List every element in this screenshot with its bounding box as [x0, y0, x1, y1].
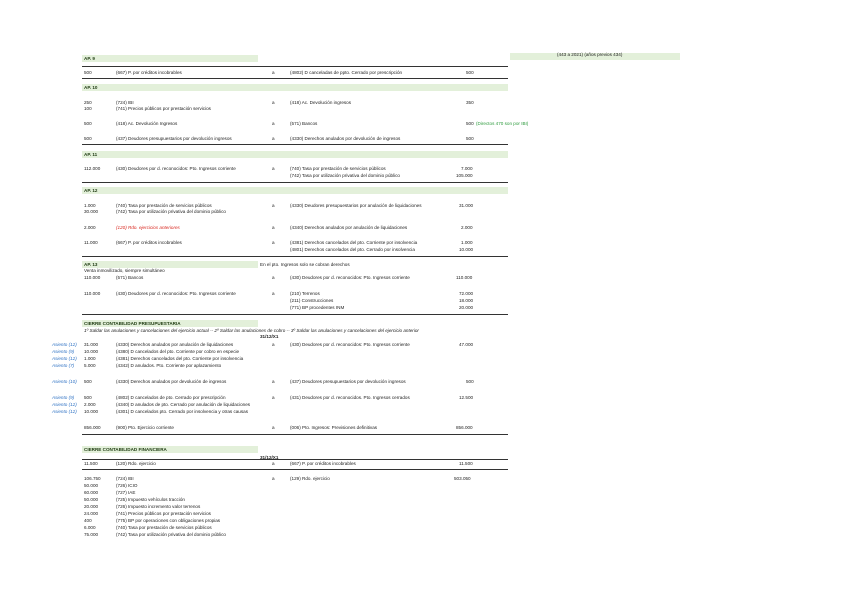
- entry-amount: 100: [84, 106, 92, 111]
- entry-debit: (4342) D anulados. Pto. Corriente por aplazamiento: [116, 363, 222, 368]
- entry-credit: (571) Bancos: [290, 121, 318, 126]
- entry-amount2: 10.000: [459, 247, 474, 252]
- asiento-ref: Asiento (12): [52, 342, 77, 347]
- entry-amount2: 31.000: [459, 203, 474, 208]
- entry-debit: (4381) Derechos cancelados del pto. Corriente por insolvencia: [116, 356, 244, 361]
- ap13-subtitle: Venta inmovilizado, siempre simultáneo: [84, 268, 165, 273]
- divider: [82, 144, 508, 145]
- asiento-ref: Asiento (7): [52, 363, 75, 368]
- entry-amount: 250: [84, 100, 92, 105]
- entry-amount: 11.000: [84, 240, 98, 245]
- entry-credit: (437) Deudores presupuestarios por devolución ingresos: [290, 379, 406, 384]
- ap9-title: AP. 9: [84, 56, 95, 61]
- entry-debit: (742) Tasa por utilización privativa del dominio público: [116, 532, 226, 537]
- entry-debit: (726) ICIO: [116, 483, 138, 488]
- entry-amount2: 18.000: [459, 298, 474, 303]
- entry-debit: (741) Precios públicos por prestación servicios: [116, 106, 211, 111]
- cierre-fin-title: CIERRE CONTABILIDAD FINANCIERA: [84, 447, 167, 452]
- entry-amount: 30.000: [84, 209, 99, 214]
- entry-a: a: [272, 203, 275, 208]
- ap9-band: [82, 55, 258, 62]
- entry-amount: 6.000: [84, 525, 96, 530]
- ap11-band: [82, 151, 508, 158]
- entry-amount: 5.000: [84, 363, 96, 368]
- entry-amount: 24.000: [84, 511, 99, 516]
- entry-credit: (4330) Derechos anulados por devolución de ingresos: [290, 136, 401, 141]
- entry-amount2: 500: [466, 379, 474, 384]
- entry-credit: (4330) Deudores presupuestarios por anulación de liquidaciones: [290, 203, 422, 208]
- entry-a: a: [272, 461, 275, 466]
- entry-amount: 20.000: [84, 504, 99, 509]
- entry-a: a: [272, 121, 275, 126]
- entry-amount2: 350: [466, 100, 474, 105]
- entry-amount2: 72.000: [459, 291, 474, 296]
- entry-a: a: [272, 476, 275, 481]
- asiento-ref: Asiento (12): [52, 356, 77, 361]
- ap12-band: [82, 187, 508, 194]
- divider: [82, 182, 508, 183]
- entry-debit: (775) BP por operaciones con obligaciones propias: [116, 518, 221, 523]
- entry-amount2: 20.000: [459, 305, 474, 310]
- entry-debit: (430) Deudores por d. reconocidos: Pto. Ingresos corriente: [116, 291, 236, 296]
- entry-credit: (4802) D canceladas de ppto. Cerrado por prescripción: [290, 70, 403, 75]
- entry-debit: (740) Tasa por prestación de servicios públicos: [116, 525, 212, 530]
- entry-debit: (4330) Derechos anulados por anulación de liquidaciones: [116, 342, 234, 347]
- ap12-title: AP. 12: [84, 188, 98, 193]
- entry-debit: (900) Pto. Ejercicio corriente: [116, 425, 174, 430]
- entry-a: a: [272, 291, 275, 296]
- entry-a: a: [272, 379, 275, 384]
- entry-debit: (667) P. por créditos incobrables: [116, 240, 182, 245]
- entry-amount2: 47.000: [459, 342, 474, 347]
- entry-credit: (211) Construcciones: [290, 298, 334, 303]
- divider: [82, 256, 508, 257]
- entry-credit: (430) Deudores por d. reconocidos: Pto. Ingresos corriente: [290, 275, 410, 280]
- entry-debit: (740) Tasa por prestación de servicios públicos: [116, 203, 212, 208]
- entry-debit: (727) IAE: [116, 490, 136, 495]
- entry-amount: 400: [84, 518, 92, 523]
- entry-amount: 1.000: [84, 356, 96, 361]
- entry-amount: 106.750: [84, 476, 101, 481]
- entry-a: a: [272, 395, 275, 400]
- entry-credit: (418) Ac. Devolución ingresos: [290, 100, 352, 105]
- entry-credit: (771) BP procedentes INM: [290, 305, 345, 310]
- entry-amount: 112.000: [84, 166, 101, 171]
- ap10-title: AP. 10: [84, 85, 98, 90]
- entry-amount: 500: [84, 379, 92, 384]
- entry-amount2: 105.000: [456, 173, 473, 178]
- entry-debit: (418) Ac. Devolución Ingresos: [116, 121, 178, 126]
- entry-credit: (129) Rdo. ejercicio: [290, 476, 330, 481]
- cierre-pres-subtitle: 1º Saldar las anulaciones y cancelaciones del ejercicio actual -- 2º Saldar las anulaciones de cobro -- 3º Saldar las anulaciones y cancelaciones del ejercicio anterior: [84, 328, 419, 333]
- entry-amount2: 500: [466, 136, 474, 141]
- ap13-title: AP. 13: [84, 262, 98, 267]
- entry-a: a: [272, 136, 275, 141]
- entry-debit: (4802) D cancelados de pto. Cerrado por prescripción: [116, 395, 226, 400]
- asiento-ref: Asiento (9): [52, 349, 75, 354]
- entry-amount: 11.500: [84, 461, 98, 466]
- entry-a: a: [272, 240, 275, 245]
- divider: [82, 66, 508, 67]
- entry-amount: 60.000: [84, 490, 99, 495]
- entry-credit: (006) Pto. Ingresos: Previsiones definitivas: [290, 425, 378, 430]
- asiento-ref: Asiento (10): [52, 379, 77, 384]
- entry-amount: 500: [84, 136, 92, 141]
- ap10-band: [82, 84, 508, 91]
- entry-debit: (724) IBI: [116, 476, 134, 481]
- entry-credit: (431) Deudores por d. reconocidos. Pto. Ingresos cerrados: [290, 395, 410, 400]
- divider: [82, 78, 508, 79]
- ap11-title: AP. 11: [84, 152, 98, 157]
- entry-amount: 2.000: [84, 225, 96, 230]
- entry-a: a: [272, 70, 275, 75]
- entry-debit: (724) IBI: [116, 100, 134, 105]
- entry-debit: (430) Deudores por d. reconocidos: Pto. Ingresos corriente: [116, 166, 236, 171]
- entry-amount: 50.000: [84, 497, 99, 502]
- entry-amount: 500: [84, 121, 92, 126]
- entry-a: a: [272, 275, 275, 280]
- divider: [82, 314, 508, 315]
- entry-amount: 50.000: [84, 483, 99, 488]
- entry-amount2: 503.050: [454, 476, 471, 481]
- entry-debit: (726) Impuesto incremento valor terrenos: [116, 504, 201, 509]
- entry-credit: (4801) Derechos cancelados del pto. Cerrado por insolvencia: [290, 247, 415, 252]
- entry-a: a: [272, 342, 275, 347]
- entry-amount2: 856.000: [456, 425, 473, 430]
- cierre-fin-date: 31/12/X1: [260, 455, 279, 460]
- entry-amount2: 11.500: [459, 461, 473, 466]
- ap13-band-note: En el pto. Ingresos solo se cobran derechos: [260, 262, 350, 267]
- entry-a: a: [272, 166, 275, 171]
- entry-note: (Directos 470 son por IBI): [476, 121, 529, 126]
- entry-a: a: [272, 225, 275, 230]
- entry-debit: (4301) D cancelados pto. Cerrado por insolvencia y otras causas: [116, 409, 249, 414]
- entry-debit: (4340) D anulados de pto. Cerrado por anulación de liquidaciones: [116, 402, 251, 407]
- top-note: (443 a 2021) (años previos 434): [557, 52, 623, 57]
- entry-debit: (4330) Derechos anulados por devolución de ingresos: [116, 379, 227, 384]
- entry-amount: 500: [84, 70, 92, 75]
- entry-credit: (430) Deudores por d. reconocidos: Pto. Ingresos corriente: [290, 342, 410, 347]
- entry-debit: (120) Rdo. ejercicios anteriores: [116, 225, 180, 230]
- divider: [82, 469, 508, 470]
- entry-amount: 856.000: [84, 425, 101, 430]
- entry-amount2: 500: [466, 70, 474, 75]
- divider: [82, 434, 508, 435]
- cierre-pres-date: 31/12/X1: [260, 334, 279, 339]
- cierre-pres-title: CIERRE CONTABILIDAD PRESUPUESTARIA: [84, 321, 181, 326]
- entry-debit: (741) Precios públicos por prestación servicios: [116, 511, 211, 516]
- asiento-ref: Asiento (12): [52, 409, 77, 414]
- entry-amount: 75.000: [84, 532, 99, 537]
- entry-credit: (742) Tasa por utilización privativa del dominio público: [290, 173, 400, 178]
- entry-credit: (4340) Derechos anulados por anulación de liquidaciones: [290, 225, 408, 230]
- entry-amount: 1.000: [84, 203, 96, 208]
- entry-debit: (667) P. por créditos incobrables: [116, 70, 182, 75]
- entry-a: a: [272, 100, 275, 105]
- entry-credit: (667) P. por créditos incobrables: [290, 461, 356, 466]
- entry-amount2: 1.000: [461, 240, 473, 245]
- entry-credit: (4381) Derechos cancelados del pto. Corriente por insolvencia: [290, 240, 418, 245]
- ap13-band: [82, 261, 258, 268]
- entry-debit: (742) Tasa por utilización privativa del dominio público: [116, 209, 226, 214]
- asiento-ref: Asiento (9): [52, 395, 75, 400]
- entry-debit: (725) Impuesto vehículos tracción: [116, 497, 185, 502]
- entry-debit: (4380) D cancelados del pto. Corriente por cobro en especie: [116, 349, 240, 354]
- entry-credit: (210) Terrenos: [290, 291, 320, 296]
- divider: [82, 459, 508, 460]
- entry-a: a: [272, 425, 275, 430]
- entry-credit: (740) Tasa por prestación de servicios públicos: [290, 166, 386, 171]
- entry-debit: (120) Rdo. ejercicio: [116, 461, 156, 466]
- entry-amount: 110.000: [84, 275, 101, 280]
- entry-amount2: 2.000: [461, 225, 473, 230]
- entry-amount: 110.000: [84, 291, 101, 296]
- entry-amount: 10.000: [84, 409, 99, 414]
- entry-debit: (571) Bancos: [116, 275, 144, 280]
- entry-amount2: 7.000: [461, 166, 473, 171]
- entry-amount: 31.000: [84, 342, 99, 347]
- entry-amount2: 500: [466, 121, 474, 126]
- entry-amount: 2.000: [84, 402, 96, 407]
- entry-amount: 500: [84, 395, 92, 400]
- entry-amount2: 110.000: [456, 275, 473, 280]
- entry-amount2: 12.500: [459, 395, 474, 400]
- entry-debit: (437) Deudores presupuestarios por devolución ingresos: [116, 136, 232, 141]
- asiento-ref: Asiento (12): [52, 402, 77, 407]
- entry-amount: 10.000: [84, 349, 99, 354]
